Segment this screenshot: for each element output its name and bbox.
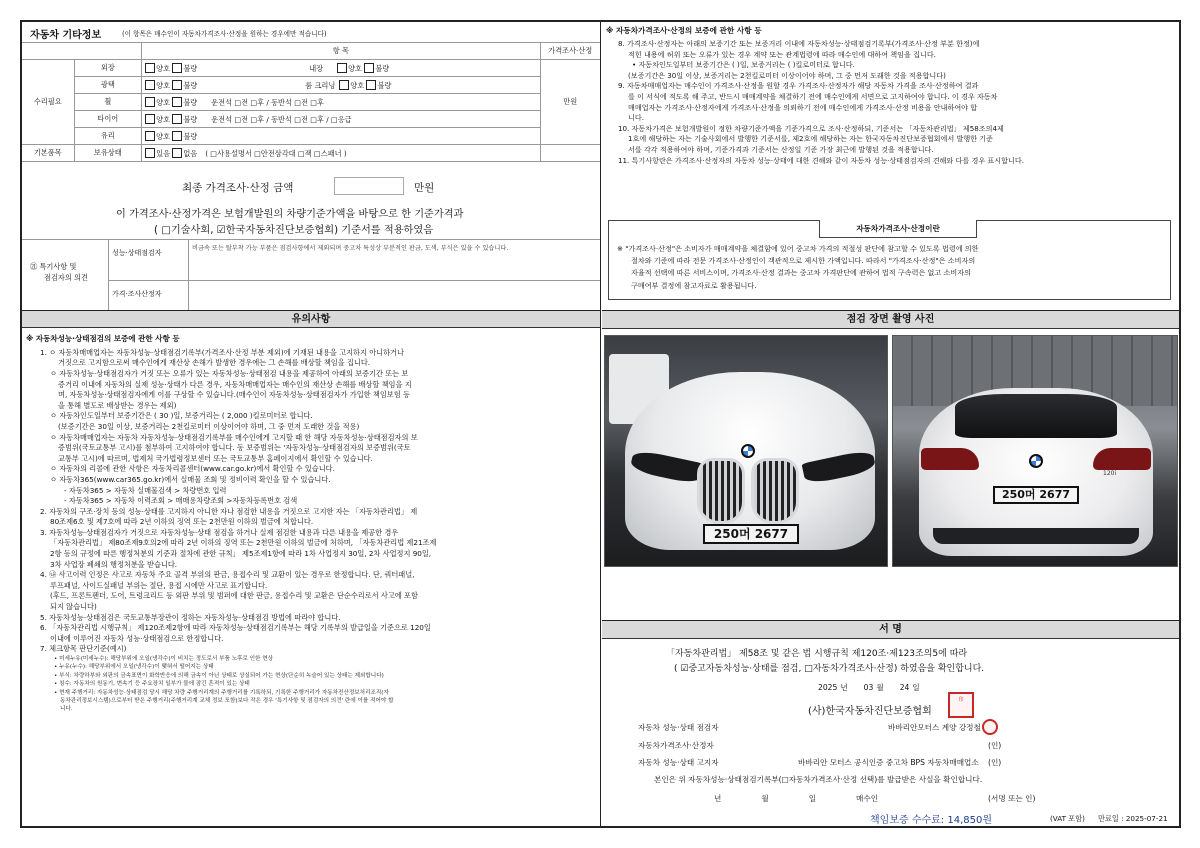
caution-small-lines xyxy=(26,655,594,714)
checkbox[interactable] xyxy=(145,80,155,90)
caution-title: ※ 자동차성능·상태점검의 보증에 관한 사항 등 xyxy=(26,334,180,343)
photo-section xyxy=(602,310,1179,636)
rear-plate: 250머 2677 xyxy=(993,486,1079,504)
caution-header-label: 유의사항 xyxy=(22,310,600,328)
col-item: 항 목 xyxy=(142,43,540,60)
signature-org: (사)한국자동차진단보증협회 xyxy=(808,706,932,717)
row-label: 휠 xyxy=(74,94,142,111)
notifier-seal: (인) xyxy=(988,758,1002,767)
caution-line: 3차 사업장 폐쇄의 행정처분을 받습니다. xyxy=(50,559,178,569)
guarantee-line: 1호에 해당하는 자는 기술사회에서 발행한 기준서를, 제2호에 해당하는 자는 한국자동차진단보증협회에서 발행한 기준 xyxy=(628,134,994,144)
caution-line: 을 통해 별도로 배상받는 경우는 제외) xyxy=(58,400,177,410)
checkbox[interactable] xyxy=(366,80,376,90)
guarantee-line: 10. 자동차가격은 보험개발원이 정한 차량기준가액을 기준가격으로 조사·산정하되, 기준서는 「자동차관리법」 제58조의4제 xyxy=(618,123,1004,133)
checkbox[interactable] xyxy=(172,97,182,107)
caution-lines xyxy=(26,348,594,655)
definition-line: 절차와 기준에 따라 전문 가격조사·산정인이 객관적으로 제시한 가액입니다. 따라서 "가격조사·산정"은 소비자의 xyxy=(631,256,976,266)
appraiser-seal: (인) xyxy=(988,741,1002,750)
vat-note: (VAT 포함) xyxy=(1050,814,1085,823)
row-label: 타이어 xyxy=(74,111,142,128)
signature-law-line: 「자동차관리법」 제58조 및 같은 법 시행규칙 제120조·제123조의5에 따라 xyxy=(666,649,968,659)
definition-line: ※ "가격조사·산정"은 소비자가 매매계약을 체결함에 있어 중고차 가격의 적절성 판단에 참고할 수 있도록 법령에 의한 xyxy=(617,244,979,253)
caution-line: 7. 체크항목 판단기준(예시) xyxy=(40,644,127,654)
definition-title: 자동차가격조사·산정이란 xyxy=(819,220,977,238)
caution-line: (후드, 프론트펜더, 도어, 트렁크리드 등 외판 부위 및 범퍼에 대한 판금, 용접수리 및 교환은 단순수리로서 사고에 포함 xyxy=(50,591,418,601)
caution-line: 3. 자동차성능·상태점검자가 거짓으로 자동차성능·상태 점검을 하거나 실제 점검한 내용과 다른 내용을 제공한 경우 xyxy=(40,527,399,537)
caution-line: 2. 자동차의 구조·장치 등의 성능·상태를 고지하지 아니한 자나 점검한 내용을 거짓으로 고지한 자는 「자동차관리법」 제 xyxy=(40,506,418,516)
checkbox[interactable] xyxy=(172,131,182,141)
checkbox[interactable] xyxy=(145,114,155,124)
caution-line: 80조제6호 및 제7호에 따라 2년 이하의 징역 또는 2천만원 이하의 벌금에 처합니다. xyxy=(50,517,314,527)
bmw-logo-icon xyxy=(741,444,755,458)
checkbox[interactable] xyxy=(145,148,155,158)
checkbox[interactable] xyxy=(145,63,155,73)
row-label: 광택 xyxy=(74,77,142,94)
guarantee-line: 매매업자는 가격조사·산정자에게 가격조사·산정을 의뢰하기 전에 매수인에게 가격조사·산정 비용을 안내하여야 합 xyxy=(628,102,978,112)
checkbox[interactable] xyxy=(172,63,182,73)
definition-line: 자율적 선택에 따른 서비스이며, 가격조사·산정 결과는 중고차 가격판단에 관하여 법적 구속력은 없고 소비자의 xyxy=(631,268,971,278)
front-photo xyxy=(604,335,888,567)
group-basic: 기본품목 xyxy=(22,145,74,162)
opinion-label: 점검자의 의견 xyxy=(44,273,88,282)
basis-line1: 이 가격조사·산정가격은 보험개발원의 차량기준가액을 바탕으로 한 기준가격과 xyxy=(116,209,464,220)
checkbox[interactable] xyxy=(364,63,374,73)
bmw-logo-icon xyxy=(1029,454,1043,468)
caution-line: 6. 「자동차관리법 시행규칙」 제120조제2항에 따라 자동차성능·상태점검기록부는 해당 기록부의 발급일을 기준으로 120일 xyxy=(40,623,431,633)
vehicle-other-info xyxy=(22,22,600,320)
signature-section xyxy=(602,620,1179,826)
caution-body xyxy=(22,331,600,826)
rear-window xyxy=(955,394,1117,438)
unit-won: 만원 xyxy=(540,60,600,145)
final-price-unit: 만원 xyxy=(414,182,435,194)
row-label: 유리 xyxy=(74,128,142,145)
caution-line: 증범위(국토교통부 고시)를 첨부하여 고지하여야 합니다. 동 보증범위는 '자동차성능·상태점검자의 보증범위(국토 xyxy=(58,443,411,453)
caution-line: ㅇ 자동차인도일부터 보증기간은 ( 30 )일, 보증거리는 ( 2,000 )킬로미터로 합니다. xyxy=(50,411,313,421)
org-seal-icon: 印 xyxy=(948,692,974,718)
grille-icon xyxy=(751,458,799,524)
document-frame xyxy=(20,20,1181,828)
notifier-value: 바바리안 모터스 공식인증 중고차 BPS 자동차매매업소 xyxy=(798,758,979,767)
guarantee-line: 8. 가격조사·산정자는 아래의 보증기간 또는 보증거리 이내에 자동차성능·상태점검기록부(가격조사·산정 부분 한정)에 xyxy=(618,39,980,48)
checkbox[interactable] xyxy=(172,80,182,90)
basis-line2: ( □기술사회, ☑한국자동차진단보증협회) 기준서를 적용하였음 xyxy=(154,225,434,236)
row-label: 보유상태 xyxy=(74,145,142,162)
caution-line: 2항 등의 규정에 따른 행정처분의 기준과 절차에 관한 규칙」 제5조제1항에 따라 1차 사업정지 30일, 2차 사업정지 90일, xyxy=(50,549,432,559)
signature-date: 2025 년 03 월 24 일 xyxy=(818,683,920,692)
inspector-seal-icon xyxy=(982,719,998,735)
notifier-label: 자동차 성능·상태 고지자 xyxy=(638,758,719,767)
caution-line: 이내에 이루어진 자동차 성능·상태점검으로 한정합니다. xyxy=(50,633,224,643)
guarantee-line: 9. 자동차매매업자는 매수인이 가격조사·산정을 원할 경우 가격조사·산정자가 해당 자동차 가격을 조사·산정하여 결과 xyxy=(618,81,979,91)
definition-box xyxy=(608,220,1171,300)
caution-line: 증거리 이내에 자동차의 실제 성능·상태가 다른 경우, 자동차매매업자는 매수인의 재산상 손해를 배상할 책임을 지 xyxy=(58,379,412,389)
col-price: 가격조사·산정 xyxy=(540,43,600,60)
rear-photo xyxy=(892,335,1178,567)
inspector-label: 자동차 성능·상태 점검자 xyxy=(638,723,719,732)
row-label: 외장 xyxy=(74,60,142,77)
caution-line: ㅇ 자동차의 리콜에 관한 사항은 자동차리콜센터(www.car.go.kr)에서 확인할 수 있습니다. xyxy=(50,464,335,474)
right-column xyxy=(602,22,1179,826)
criteria-line: • 현재 주행거리: 자동차성능·상태점검 당시 해당 차량 주행거리계의 주행거리를 기록하되, 기록한 주행거리가 자동차전산정보처리조직(자 xyxy=(54,689,389,696)
signature-header: 서 명 xyxy=(602,621,1179,639)
guarantee-line: 를 이 서식에 적도록 해 주고, 반드시 매매계약을 체결하기 전에 매수인에게 서면으로 고지하여야 합니다. 이 경우 자동차 xyxy=(628,91,998,101)
criteria-line: 니다. xyxy=(60,706,73,713)
caution-header xyxy=(22,310,600,328)
taillight-icon xyxy=(921,448,979,470)
criteria-line: • 누유(누수): 해당부위에서 오일(냉각수)이 맺혀서 떨어지는 상태 xyxy=(54,664,214,671)
caution-line: 「자동차관리법」 제80조제9호의2에 따라 2년 이하의 징역 또는 2천만원 이하의 벌금에 처하며, 「자동차관리법 제21조제 xyxy=(50,538,437,548)
criteria-line: • 침수: 자동차의 원동기, 변속기 등 주요장치 일부가 물에 잠긴 흔적이 있는 상태 xyxy=(54,681,250,688)
grille-icon xyxy=(697,458,745,524)
opinion-text: 비금속 또는 탈부착 가능 부품은 점검사항에서 제외되며 중고차 특성상 부분적인 판금, 도색, 부식은 있을 수 있습니다. xyxy=(192,245,509,252)
opinion-label: ㉑ 특기사항 및 xyxy=(30,262,77,271)
info-table: 항 목 가격조사·산정 수리필요 외장 양호 불량 내장 양호 불량 만원 광택 양호 불량 룸 크리닝 양호 불량 휠 양호 불량 운전석 □전 □후 / 동반석 □전 □후 타이어 양호 불량 운전석 □전 □후 / 동반석 □전 □후 / □응급 유리 양호 불량 기본품목 보유상태 있음 없음 ( □사용설명서 □안전삼각대 □잭 □스패너 ) xyxy=(22,42,600,162)
guarantee-line: • 자동차인도일부터 보증기간은 ( )일, 보증거리는 ( )킬로미터로 합니다. xyxy=(632,60,855,70)
definition-line: 구매여부 결정에 참고자료로 활용됩니다. xyxy=(631,280,757,290)
taillight-icon xyxy=(1093,448,1151,470)
section-note: (이 항목은 매수인이 자동차가격조사·산정을 원하는 경우에만 적습니다) xyxy=(122,30,327,38)
criteria-line: • 부식: 차량하부와 외판의 금속표면이 화학반응에 의해 금속이 아닌 상태로 상실되어 가는 현상(단순히 녹슬어 있는 상태는 제외합니다) xyxy=(54,672,384,679)
checkbox[interactable] xyxy=(339,80,349,90)
inspector-value: 바바리안모터스 계양 강정철 xyxy=(888,723,981,732)
caution-line: 며, 자동차성능·상태점검자에게 이를 구상할 수 있습니다.(매수인이 자동차성능·상태점검자가 가입한 책임보험 등 xyxy=(58,390,410,400)
checkbox[interactable] xyxy=(337,63,347,73)
guarantee-line: 니다. xyxy=(628,113,644,123)
caution-line: ㅇ 자동차성능·상태점검자가 거짓 또는 오류가 있는 자동차성능·상태점검 내용을 제공하여 아래의 보증기간 또는 보 xyxy=(50,368,409,378)
group-repair: 수리필요 xyxy=(22,60,74,145)
final-price-input[interactable] xyxy=(334,177,404,195)
photo-header: 점검 장면 촬영 사진 xyxy=(602,311,1179,329)
caution-line: 교통부 고시)에 따르며, 법제처 국가법령정보센터 또는 국토교통부 홈페이지에서 확인할 수 있습니다. xyxy=(58,453,373,463)
guarantee-line: 11. 특기사항란은 가격조사·산정자의 자동차 성능·상태에 대한 견해와 같이 자동차 성능·상태점검자의 견해와 다를 경우 표시합니다. xyxy=(618,155,1024,165)
signature-confirm-line: ( ☑중고자동차성능·상태를 점검, □자동차가격조사·산정) 하였음을 확인합니다. xyxy=(674,664,985,674)
criteria-line: • 미세누유(미세누수): 해당부위에 오일(냉각수)이 비치는 정도로서 부품 노후로 인한 현상 xyxy=(54,656,274,663)
guarantee-line: 서를 각각 적용하여야 하며, 기준가격과 기준서는 산정일 기준 가장 최근에 발행된 것을 적용합니다. xyxy=(628,144,934,154)
buyer-line: 년 월 일 매수인 (서명 또는 인) xyxy=(714,794,1036,803)
section-title: 자동차 기타정보 xyxy=(30,30,102,41)
criteria-line: 동차관리정보시스템)으로부터 받은 주행거리(주행거리계 교체 정보 포함)보다 작은 경우 '특기사항 및 점검자의 의견' 란에 이를 적어야 합 xyxy=(60,698,394,705)
checkbox[interactable] xyxy=(172,114,182,124)
guarantee-fee: 책임보증 수수료: 14,850원 xyxy=(870,815,992,826)
guarantee-title: ※ 자동차가격조사·산정의 보증에 관한 사항 등 xyxy=(606,26,762,35)
definition-text xyxy=(617,243,979,292)
caution-line: (보증기간은 30일 이상, 보증거리는 2천킬로미터 이상이어야 하며, 그 중 먼저 도래한 것을 적용) xyxy=(58,421,360,431)
guarantee-line: 적힌 내용에 허위 또는 오류가 있는 경우 계약 또는 관계법령에 따라 매수인에 대하여 책임을 집니다. xyxy=(628,49,936,59)
caution-line: ㅇ 자동차365(www.car365.go.kr)에서 실매물 조회 및 정비이력 확인을 할 수 있습니다. xyxy=(50,474,331,484)
opinion-block xyxy=(22,239,600,320)
opinion-row-label: 가격·조사산정자 xyxy=(112,290,162,298)
caution-line: ㅇ 자동차매매업자는 자동차 자동차성능·상태점검기록부를 매수인에게 고지할 때 한 해당 자동차성능·상태점검자의 보 xyxy=(50,432,418,442)
caution-line: 되지 않습니다) xyxy=(50,602,97,612)
caution-line: 1. ㅇ 자동차매매업자는 자동차성능·상태점검기록부(가격조사·산정 부분 제외)에 기재된 내용을 고지하지 아니하거나 xyxy=(40,347,404,357)
expiry-date: 만료일 : 2025-07-21 xyxy=(1098,814,1168,823)
guarantee-line: (보증기간은 30일 이상, 보증거리는 2천킬로미터 이상이어야 하며, 그 중 먼저 도래한 것을 적용합니다) xyxy=(628,70,946,80)
price-guarantee-section xyxy=(602,22,1179,310)
caution-line: - 자동차365 > 자동차 이력조회 > 매매용차량조회 >자동차등록번호 검색 xyxy=(64,496,298,506)
front-plate: 250머 2677 xyxy=(703,524,799,544)
checkbox[interactable] xyxy=(172,148,182,158)
opinion-row-label: 성능·상태점검자 xyxy=(112,249,162,257)
caution-line: 5. 자동차성능·상태점검은 국토교통부장관이 정하는 자동차성능·상태점검 방법에 따라야 합니다. xyxy=(40,612,341,622)
model-badge: 120i xyxy=(1103,470,1117,477)
checkbox[interactable] xyxy=(145,97,155,107)
appraiser-label: 자동차가격조사·산정자 xyxy=(638,741,714,750)
final-price-label: 최종 가격조사·산정 금액 xyxy=(182,182,294,194)
checkbox[interactable] xyxy=(145,131,155,141)
caution-line: 거짓으로 고지함으로써 매수인에게 재산상 손해가 발생한 경우에는 그 손해를 배상할 책임을 집니다. xyxy=(58,358,371,368)
caution-line: 4. ㉯ 사고이력 인정은 사고로 자동차 주요 골격 부위의 판금, 용접수리 및 교환이 있는 경우로 한정합니다. 단, 쿼터패널, xyxy=(40,570,415,580)
guarantee-items xyxy=(606,39,1173,166)
receipt-confirm: 본인은 위 자동차성능·상태점검기록부(□자동차가격조사·산정 선택)를 발급받은 사실을 확인합니다. xyxy=(654,775,983,784)
caution-line: - 자동차365 > 자동차 실매물검색 > 차량번호 입력 xyxy=(64,485,227,495)
left-column xyxy=(22,22,601,826)
caution-line: 루프패널, 사이드실패널 부위는 절단, 용접 시에만 사고로 표기합니다. xyxy=(50,580,268,590)
